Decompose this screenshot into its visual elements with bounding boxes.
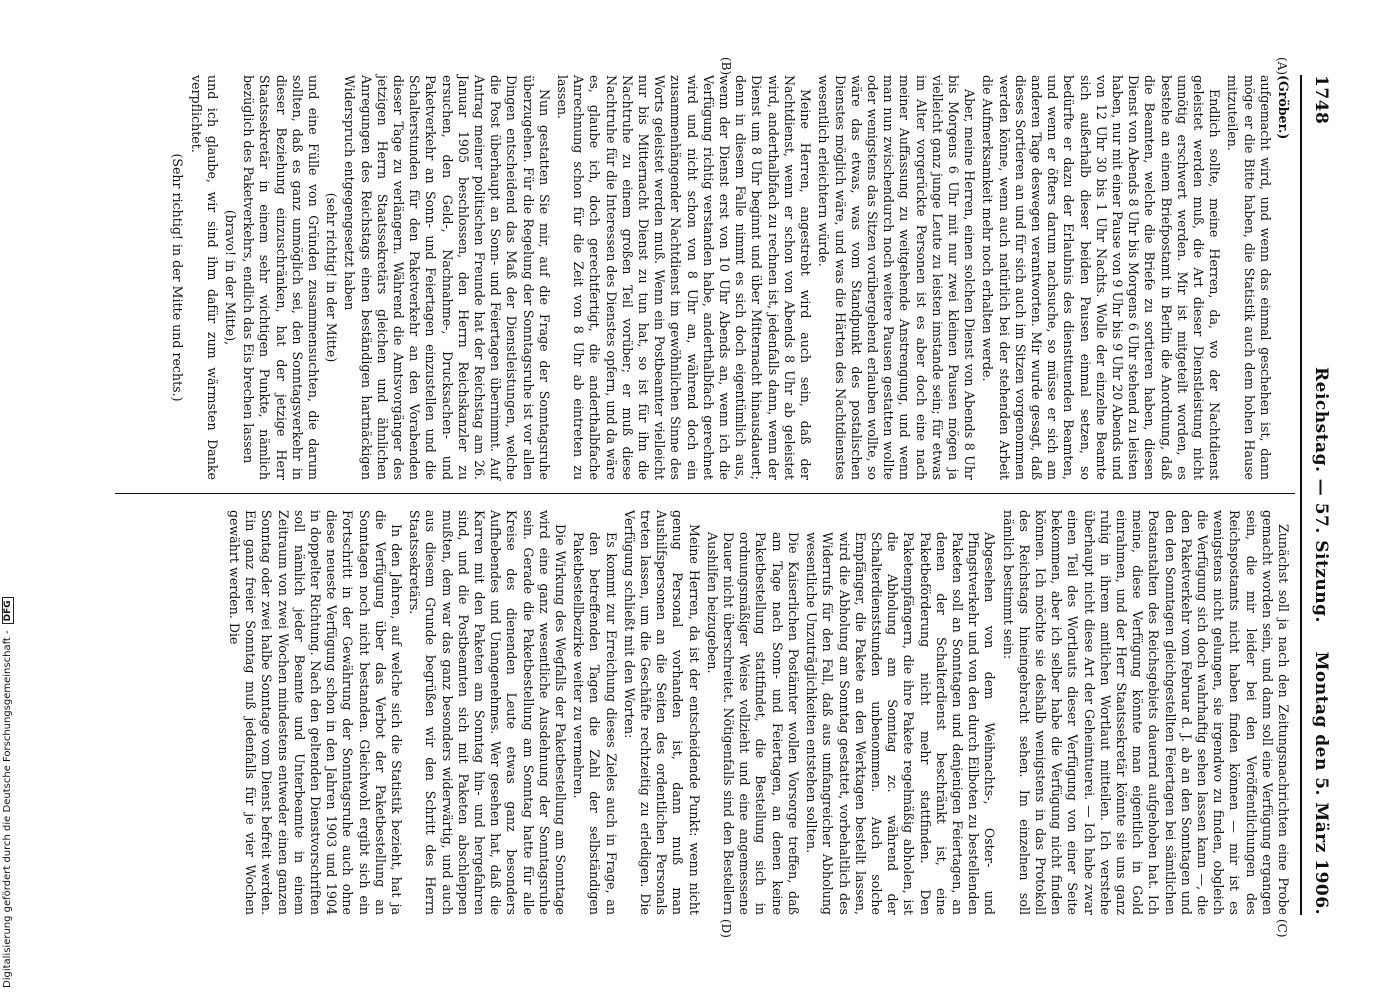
page-number: 1748 bbox=[1311, 75, 1331, 125]
paragraph: Meine Herren, angestrebt wird auch sein, daß der Nachtdienst, wenn er schon von Abends 8 Uhr ab geleistet wird, anderthalbfach zu rechnen ist, jedenfalls dann, wenn der Dienst um 8 Uhr beginnt und über Mitternacht hinausdauert; denn in diesem Falle nimmt es sich doch eigentümlich aus, wenn der Dienst erst von 10 Uhr Abends an, wenn ich die Verfügung richtig verstanden habe, anderthalbfach gerechnet wird und nicht schon von 8 Uhr an, während doch ein zusammenhängender Nachtdienst im gewöhnlichen Sinne des Worts geleistet werden muß. Wenn ein Postbeamter vielleicht nur bis Mitternacht Dienst zu tun hat, so ist für ihn die Nachtruhe zu einem großen Teil vorüber; er muß diese Nachtruhe für die Interessen des Dienstes opfern, und da wäre es, glaube ich, doch gerechtfertigt, die anderthalbfache Anrechnung schon für die Zeit von 8 Uhr ab eintreten zu lassen. bbox=[555, 75, 814, 480]
right-column bbox=[224, 510, 1291, 915]
digitization-credit bbox=[2, 0, 14, 988]
paragraph: Endlich sollte, meine Herren, da, wo der Nachtdienst geleistet werden muß, die Art dieser Dienstleistung nicht unnötig erschwert werden. Mir ist mitgeteilt worden, es bestehe an einem Briefpostamt in Berlin die Anordnung, daß die Beamten, welche die Briefe zu sortieren haben, diesen Dienst von Abends 8 Uhr bis Morgens 6 Uhr stehend zu leisten haben, nur mit einer Pause von 9 Uhr bis 9 Uhr 20 Abends und von 12 Uhr 30 bis 1 Uhr Nachts. Wolle der einzelne Beamte sich außerhalb dieser beiden Pausen einmal setzen, so bedürfte er dazu der Erlaubnis des diensttuenden Beamten, und wenn er öfters darum nachsuche, so müsse er sich am anderen Tage deswegen verantworten. Mir wurde gesagt, daß dieses Sortieren an und für sich auch im Sitzen vorgenommen werden könne, wenn auch natürlich bei der stehenden Arbeit die Aufmerksamkeit mehr noch erhalten werde. bbox=[980, 75, 1223, 480]
credit-text: Digitalisierung gefördert durch die Deutsche Forschungsgemeinschaft - bbox=[2, 630, 13, 988]
dfg-logo: DFG bbox=[2, 597, 14, 624]
margin-marker-a: (A) bbox=[1275, 57, 1289, 76]
interjection: (bravo! in der Mitte), bbox=[223, 209, 238, 346]
paragraph: Zunächst soll ja nach den Zeitungsnachrichten eine Probe gemacht worden sein, und dann soll eine Verfügung ergangen sein, die mir leider bei den Veröffentlichungen des Reichspostamts nicht haben finden können — mir ist es wenigstens nicht gelungen, sie irgendwo zu finden, obgleich die Verfügung sich doch wahrhaftig sehen lassen kann —, die den Paketverkehr vom Februar d. J. ab an den Sonntagen und den den Sonntagen gleichgestellten Feiertagen bei sämtlichen Postanstalten des Reichsgebiets dauernd aufgehoben hat. Ich meine, diese Verfügung könnte man eigentlich in Gold einrahmen, und der Herr Staatssekretär könnte sie uns ganz ruhig in ihrem amtlichen Wortlaut mitteilen. Ich verstehe überhaupt nicht diese Art der Geheimtuerei. — Ich habe zwar einen Teil des Wortlauts dieser Verfügung von einer Seite bekommen, aber ich selber habe die Verfügung nicht finden können. Ich möchte sie deshalb wenigstens in das Protokoll des Reichstags hineingebracht sehen. Im einzelnen soll nämlich bestimmt sein: bbox=[1000, 510, 1291, 915]
paragraph: Abgesehen von dem Weihnachts-, Oster- und Pfingstverkehr und von den durch Eilboten zu bestellenden Paketen soll an Sonntagen und denjenigen Feiertagen, an denen der Schalterdienst beschränkt ist, eine Paketbeförderung nicht mehr stattfinden. Den Paketempfängern, die ihre Pakete regelmäßig abholen, ist die Abholung am Sonntag zc. während der Schalterdienststunden unbenommen. Auch solche Empfänger, die Pakete an den Werktagen bestellt lassen, wird die Abholung am Sonntag gestattet, vorbehaltlich des Widerrufs für den Fall, daß aus umfangreicher Abholung wesentliche Unzuträglichkeiten entstehen sollten. bbox=[804, 532, 998, 915]
page-header bbox=[1305, 75, 1335, 915]
paragraph: Nun gestatten Sie mir, auf die Frage der Sonntagsruhe überzugehen. Für die Regelung der Sonntagsruhe ist vor allen Dingen entscheidend das Maß der Dienstleistungen, welche die Post überhaupt an Sonn- und Feiertagen übernimmt. Auf Antrag meiner politischen Freunde hat der Reichstag am 26. Januar 1905 beschlossen, den Herrn Reichskanzler zu ersuchen, den Geld-, Nachnahme-, Drucksachen- und Paketverkehr an Sonn- und Feiertagen einzustellen und die Schalterstunden für den Paketverkehr an den Vorabenden dieser Tage zu verlängern. Während die Amtsvorgänger des jetzigen Herrn Staatssekretärs gleichen und ähnlichen Anregungen des Reichstags einen beständigen hartnäckigen Widerspruch entgegengesetzt haben bbox=[342, 75, 552, 480]
paragraph: Es kommt zur Erreichung dieses Zieles auch in Frage, an den betreffenden Tagen die Zahl der selbständigen Paketbestellbezirke weiter zu vermehren. bbox=[571, 532, 619, 915]
column-divider bbox=[115, 493, 1295, 494]
speaker-name: (Gröber.) bbox=[1276, 75, 1291, 140]
running-title: Reichstag. — 57. Sitzung. bbox=[1311, 367, 1331, 623]
paragraph: In den Jahren, auf welche sich die Statistik bezieht, hat ja die Verfügung über das Verbot der Paketbestellung an Sonntagen noch nicht bestanden. Gleichwohl ergibt sich ein Fortschritt in der Gewährung der Sonntagsruhe auch ohne diese neueste Verfügung schon in den Jahren 1903 und 1904 in doppelter Richtung. Nach den geltenden Dienstvorschriften soll nämlich jeder Beamte und Unterbeamte in einem Zeitraum von zwei Wochen mindestens entweder einen ganzen Sonntag oder zwei halbe Sonntage vom Dienst befreit werden. Ein ganz freier Sonntag muß jedenfalls für je vier Wochen gewährt werden. Die bbox=[227, 510, 405, 915]
margin-marker-c: (C) bbox=[1275, 919, 1289, 938]
paragraph: und eine Fülle von Gründen zusammensuchten, die darum sollten, daß es ganz unmöglich sei, den Sonntagsverkehr in dieser Beziehung einzuschränken, hat der jetzige Herr Staatssekretär in einem sehr wichtigen Punkte, nämlich bezüglich des Paketverkehrs, endlich das Eis brechen lassen bbox=[241, 75, 322, 480]
document-page bbox=[75, 55, 1335, 938]
margin-marker-d: (D) bbox=[719, 919, 733, 938]
margin-marker-b: (B) bbox=[719, 57, 733, 76]
paragraph: Aber, meine Herren, einen solchen Dienst von Abends 8 Uhr bis Morgens 6 Uhr mit nur zwei kleinen Pausen mögen ja vielleicht ganz junge Leute zu leisten imstande sein; für etwas im Alter vorgerückte Personen ist es aber doch eine nach meiner Auffassung zu weitgehende Anstrengung, und wenn man nun zwischendurch noch weitere Pausen gestatten wollte oder wenigstens das Sitzen vorübergehend erlauben wollte, so wäre das etwas, was vom Standpunkt des postalischen Dienstes möglich wäre, und was die Härten des Nachtdienstes wesentlich erleichtern würde. bbox=[816, 75, 978, 480]
paragraph: Die Wirkung des Wegfalls der Paketbestellung am Sonntage wird eine ganz wesentliche Ausdehnung der Sonntagsruhe sein. Gerade die Paketbestellung am Sonntag hatte für alle Kreise des dienenden Leute etwas ganz besonders Aufhebendes und Unangenehmes. Wer gesehen hat, daß die Karren mit den Paketen am Sonntag hin- und hergefahren sind, und die Postbeamten sich mit Paketen abschleppen mußten, dem war das ganz besonders widerwärtig, und auch aus diesem Grunde begrüßen wir den Schritt des Herrn Staatssekretärs. bbox=[407, 510, 569, 915]
paragraph: Die Kaiserlichen Postämter wollen Vorsorge treffen, daß am Tage nach Sonn- und Feiertagen, an denen keine Paketbestellung stattfindet, die Bestellung sich in ordnungsmäßiger Weise vollzieht und eine angemessene Dauer nicht überschreitet. Nötigenfalls sind den Bestellern Aushilfen beizugeben. bbox=[704, 532, 801, 915]
paragraph: aufgemacht wird, und wenn das einmal geschehen ist, dann möge er die Bitte haben, die Statistik auch dem hohen Hause mitzuteilen. bbox=[1225, 75, 1273, 480]
paragraph: Meine Herren, da ist der entscheidende Punkt: wenn nicht genug Personal vorhanden ist, dann muß man Aushilfspersonen an die Seiten des ordentlichen Personals treten lassen, um die Geschäfte rechtzeitig zu erledigen. Die Verfügung schließt mit den Worten: bbox=[621, 510, 702, 915]
interjection: (sehr richtig! in der Mitte) bbox=[324, 192, 340, 363]
session-date: Montag den 5. März 1906. bbox=[1311, 651, 1331, 915]
paragraph: und ich glaube, wir sind ihm dafür zum wärmsten Danke verpflichtet. bbox=[188, 75, 220, 480]
left-column bbox=[167, 75, 1291, 480]
header-rule bbox=[1300, 75, 1302, 915]
interjection: (Sehr richtig! in der Mitte und rechts.) bbox=[170, 153, 186, 402]
